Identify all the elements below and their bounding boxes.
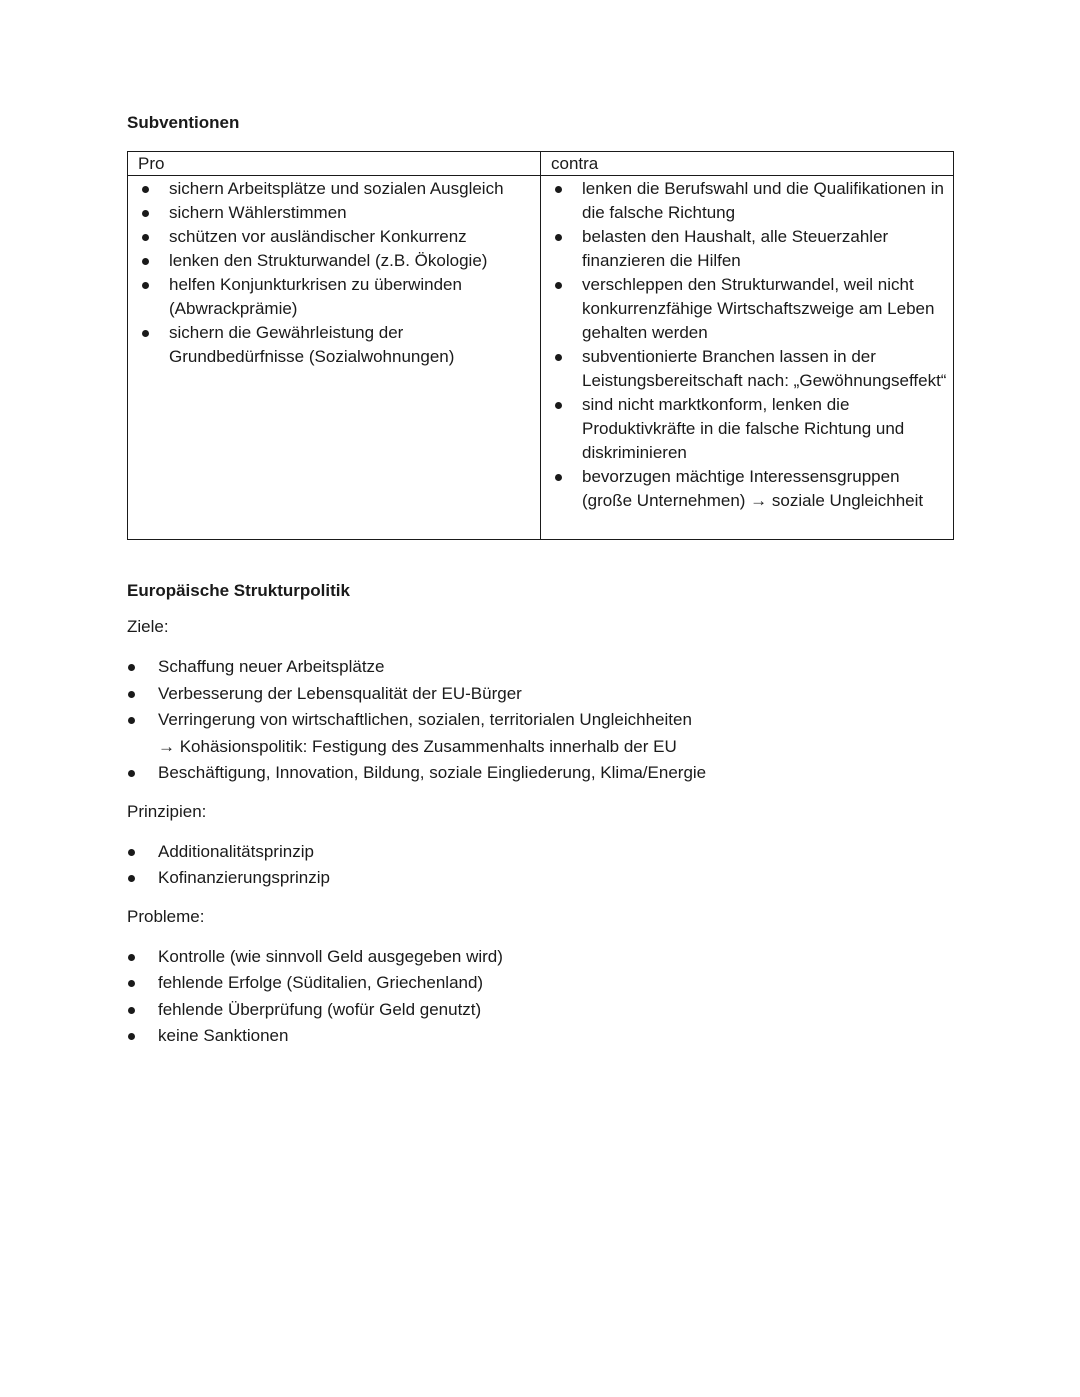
- contra-item: belasten den Haushalt, alle Steuerzahler finanzieren die Hilfen: [545, 225, 949, 273]
- contra-list: [545, 177, 949, 513]
- heading-strukturpolitik: Europäische Strukturpolitik: [127, 581, 350, 600]
- prinzipien-label: Prinzipien:: [127, 801, 207, 821]
- pro-cell: [128, 176, 541, 540]
- pro-item: helfen Konjunkturkrisen zu überwinden (Abwrackprämie): [132, 273, 536, 321]
- kohaesionspolitik-note: → Kohäsionspolitik: Festigung des Zusammenhalts innerhalb der EU: [158, 736, 677, 756]
- contra-item: verschleppen den Strukturwandel, weil nicht konkurrenzfähige Wirtschaftszweige am Leben gehalten werden: [545, 273, 949, 345]
- pro-contra-table: [127, 151, 954, 540]
- section-strukturpolitik: [127, 580, 957, 1050]
- prinzip-item: Kofinanzierungsprinzip: [127, 865, 957, 892]
- pro-header: Pro: [128, 152, 541, 176]
- problem-item: fehlende Überprüfung (wofür Geld genutzt): [127, 997, 957, 1024]
- prinzipien-list: [127, 839, 957, 892]
- ziel-item-text: Verringerung von wirtschaftlichen, sozialen, territorialen Ungleichheiten: [158, 710, 692, 729]
- heading-subventionen: Subventionen: [127, 113, 240, 132]
- pro-item: schützen vor ausländischer Konkurrenz: [132, 225, 536, 249]
- ziel-item: [127, 707, 957, 760]
- contra-item: bevorzugen mächtige Interessensgruppen (große Unternehmen) → soziale Ungleichheit: [545, 465, 949, 513]
- contra-item: sind nicht marktkonform, lenken die Produktivkräfte in die falsche Richtung und diskriminieren: [545, 393, 949, 465]
- contra-item: subventionierte Branchen lassen in der Leistungsbereitschaft nach: „Gewöhnungseffekt“: [545, 345, 949, 393]
- ziele-list: [127, 654, 957, 787]
- prinzip-item: Additionalitätsprinzip: [127, 839, 957, 866]
- pro-item: lenken den Strukturwandel (z.B. Ökologie): [132, 249, 536, 273]
- problem-item: fehlende Erfolge (Süditalien, Griechenland): [127, 970, 957, 997]
- ziel-item: Beschäftigung, Innovation, Bildung, soziale Eingliederung, Klima/Energie: [127, 760, 957, 787]
- pro-item: sichern Wählerstimmen: [132, 201, 536, 225]
- problem-item: keine Sanktionen: [127, 1023, 957, 1050]
- contra-cell: [541, 176, 954, 540]
- pro-item: sichern die Gewährleistung der Grundbedürfnisse (Sozialwohnungen): [132, 321, 536, 369]
- contra-header: contra: [541, 152, 954, 176]
- pro-item: sichern Arbeitsplätze und sozialen Ausgleich: [132, 177, 536, 201]
- ziel-item: Schaffung neuer Arbeitsplätze: [127, 654, 957, 681]
- contra-item: lenken die Berufswahl und die Qualifikationen in die falsche Richtung: [545, 177, 949, 225]
- probleme-list: [127, 944, 957, 1050]
- problem-item: Kontrolle (wie sinnvoll Geld ausgegeben wird): [127, 944, 957, 971]
- ziele-label: Ziele:: [127, 617, 169, 636]
- ziel-item: Verbesserung der Lebensqualität der EU-Bürger: [127, 681, 957, 708]
- pro-list: [132, 177, 536, 369]
- probleme-label: Probleme:: [127, 906, 205, 926]
- document-page: [127, 112, 957, 1050]
